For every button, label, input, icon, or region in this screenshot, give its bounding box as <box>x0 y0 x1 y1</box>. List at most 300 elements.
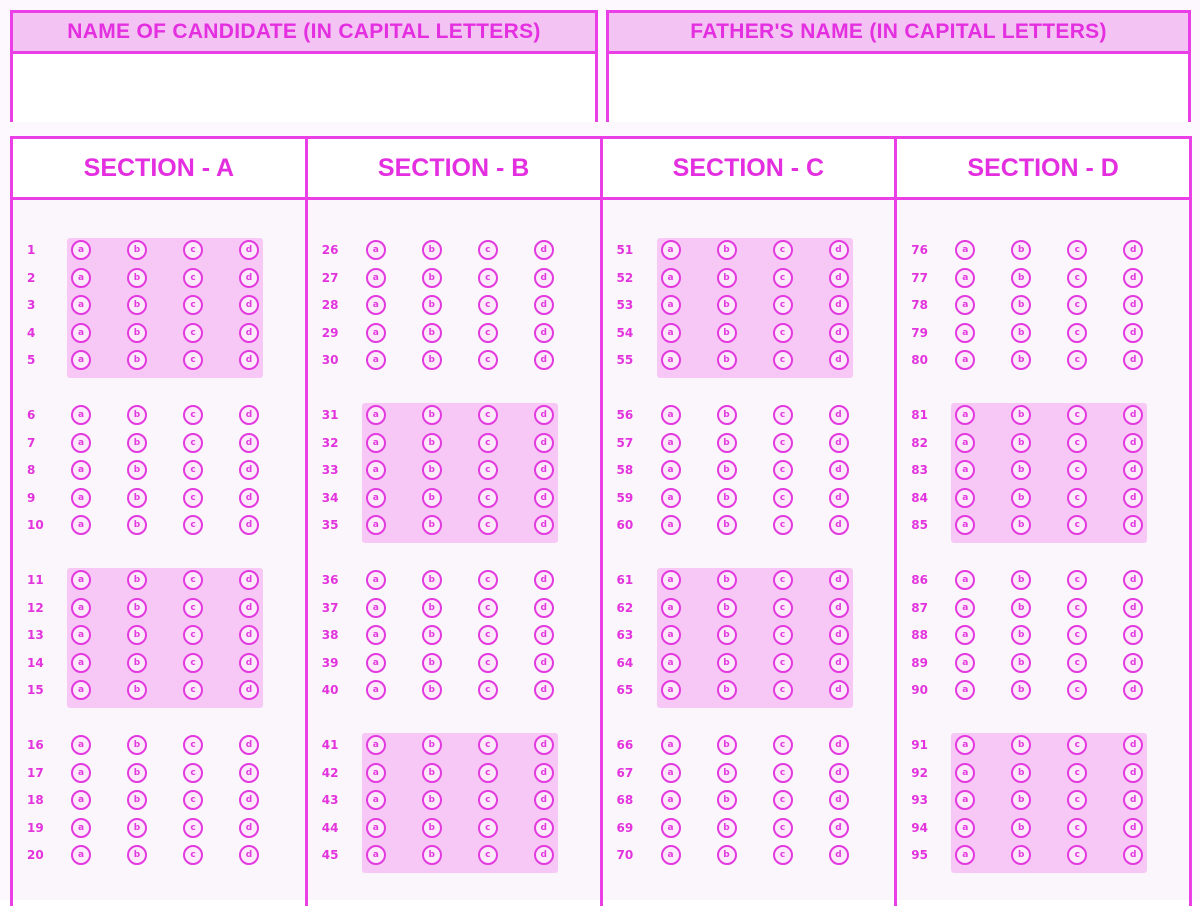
answer-bubble-a[interactable]: a <box>366 790 386 810</box>
answer-bubble-b[interactable]: b <box>1011 350 1031 370</box>
answer-bubble-a[interactable]: a <box>366 405 386 425</box>
answer-bubble-d[interactable]: d <box>534 488 554 508</box>
answer-bubble-a[interactable]: a <box>955 680 975 700</box>
answer-bubble-c[interactable]: c <box>1067 680 1087 700</box>
answer-bubble-d[interactable]: d <box>239 735 259 755</box>
answer-bubble-a[interactable]: a <box>71 845 91 865</box>
answer-bubble-d[interactable]: d <box>239 625 259 645</box>
answer-bubble-c[interactable]: c <box>1067 433 1087 453</box>
answer-bubble-c[interactable]: c <box>183 818 203 838</box>
answer-bubble-b[interactable]: b <box>127 350 147 370</box>
answer-bubble-c[interactable]: c <box>773 460 793 480</box>
answer-bubble-a[interactable]: a <box>366 240 386 260</box>
answer-bubble-b[interactable]: b <box>1011 680 1031 700</box>
answer-bubble-c[interactable]: c <box>1067 735 1087 755</box>
answer-bubble-a[interactable]: a <box>955 845 975 865</box>
answer-bubble-c[interactable]: c <box>773 240 793 260</box>
answer-bubble-b[interactable]: b <box>422 295 442 315</box>
answer-bubble-a[interactable]: a <box>71 488 91 508</box>
answer-bubble-c[interactable]: c <box>1067 790 1087 810</box>
answer-bubble-b[interactable]: b <box>127 845 147 865</box>
answer-bubble-d[interactable]: d <box>829 735 849 755</box>
answer-bubble-c[interactable]: c <box>183 515 203 535</box>
answer-bubble-d[interactable]: d <box>1123 488 1143 508</box>
answer-bubble-d[interactable]: d <box>534 460 554 480</box>
answer-bubble-a[interactable]: a <box>366 570 386 590</box>
answer-bubble-a[interactable]: a <box>366 323 386 343</box>
answer-bubble-b[interactable]: b <box>127 433 147 453</box>
answer-bubble-d[interactable]: d <box>534 323 554 343</box>
answer-bubble-c[interactable]: c <box>478 570 498 590</box>
answer-bubble-d[interactable]: d <box>829 488 849 508</box>
answer-bubble-b[interactable]: b <box>422 625 442 645</box>
answer-bubble-a[interactable]: a <box>955 818 975 838</box>
answer-bubble-a[interactable]: a <box>955 433 975 453</box>
answer-bubble-a[interactable]: a <box>71 515 91 535</box>
answer-bubble-b[interactable]: b <box>1011 818 1031 838</box>
answer-bubble-b[interactable]: b <box>717 680 737 700</box>
answer-bubble-a[interactable]: a <box>366 268 386 288</box>
answer-bubble-a[interactable]: a <box>661 845 681 865</box>
answer-bubble-b[interactable]: b <box>127 323 147 343</box>
answer-bubble-b[interactable]: b <box>1011 735 1031 755</box>
answer-bubble-a[interactable]: a <box>366 845 386 865</box>
answer-bubble-b[interactable]: b <box>1011 323 1031 343</box>
answer-bubble-d[interactable]: d <box>829 790 849 810</box>
answer-bubble-a[interactable]: a <box>71 598 91 618</box>
answer-bubble-d[interactable]: d <box>239 240 259 260</box>
answer-bubble-c[interactable]: c <box>773 625 793 645</box>
answer-bubble-c[interactable]: c <box>1067 405 1087 425</box>
answer-bubble-c[interactable]: c <box>1067 818 1087 838</box>
answer-bubble-a[interactable]: a <box>955 790 975 810</box>
answer-bubble-b[interactable]: b <box>1011 295 1031 315</box>
answer-bubble-d[interactable]: d <box>239 295 259 315</box>
answer-bubble-d[interactable]: d <box>534 763 554 783</box>
answer-bubble-a[interactable]: a <box>661 268 681 288</box>
answer-bubble-d[interactable]: d <box>239 818 259 838</box>
answer-bubble-b[interactable]: b <box>717 625 737 645</box>
answer-bubble-b[interactable]: b <box>717 570 737 590</box>
answer-bubble-c[interactable]: c <box>1067 240 1087 260</box>
answer-bubble-d[interactable]: d <box>829 350 849 370</box>
answer-bubble-b[interactable]: b <box>1011 845 1031 865</box>
answer-bubble-b[interactable]: b <box>422 488 442 508</box>
answer-bubble-c[interactable]: c <box>478 625 498 645</box>
answer-bubble-a[interactable]: a <box>366 488 386 508</box>
answer-bubble-b[interactable]: b <box>422 405 442 425</box>
answer-bubble-b[interactable]: b <box>127 818 147 838</box>
answer-bubble-b[interactable]: b <box>1011 515 1031 535</box>
answer-bubble-a[interactable]: a <box>366 653 386 673</box>
answer-bubble-a[interactable]: a <box>71 680 91 700</box>
answer-bubble-a[interactable]: a <box>366 433 386 453</box>
father-name-field[interactable] <box>609 54 1188 122</box>
answer-bubble-d[interactable]: d <box>534 405 554 425</box>
answer-bubble-c[interactable]: c <box>478 268 498 288</box>
answer-bubble-d[interactable]: d <box>534 625 554 645</box>
answer-bubble-c[interactable]: c <box>183 735 203 755</box>
answer-bubble-a[interactable]: a <box>661 763 681 783</box>
answer-bubble-d[interactable]: d <box>239 323 259 343</box>
answer-bubble-c[interactable]: c <box>1067 515 1087 535</box>
answer-bubble-b[interactable]: b <box>422 323 442 343</box>
answer-bubble-b[interactable]: b <box>127 735 147 755</box>
answer-bubble-a[interactable]: a <box>661 515 681 535</box>
answer-bubble-a[interactable]: a <box>661 460 681 480</box>
answer-bubble-b[interactable]: b <box>1011 405 1031 425</box>
answer-bubble-c[interactable]: c <box>773 845 793 865</box>
answer-bubble-a[interactable]: a <box>366 818 386 838</box>
answer-bubble-d[interactable]: d <box>239 845 259 865</box>
answer-bubble-d[interactable]: d <box>534 350 554 370</box>
answer-bubble-a[interactable]: a <box>955 268 975 288</box>
answer-bubble-b[interactable]: b <box>127 680 147 700</box>
answer-bubble-d[interactable]: d <box>829 295 849 315</box>
answer-bubble-b[interactable]: b <box>717 845 737 865</box>
answer-bubble-b[interactable]: b <box>717 818 737 838</box>
answer-bubble-c[interactable]: c <box>183 598 203 618</box>
answer-bubble-d[interactable]: d <box>829 570 849 590</box>
answer-bubble-d[interactable]: d <box>1123 653 1143 673</box>
answer-bubble-a[interactable]: a <box>71 268 91 288</box>
answer-bubble-d[interactable]: d <box>239 653 259 673</box>
answer-bubble-c[interactable]: c <box>478 818 498 838</box>
answer-bubble-b[interactable]: b <box>127 405 147 425</box>
answer-bubble-d[interactable]: d <box>829 845 849 865</box>
answer-bubble-d[interactable]: d <box>239 488 259 508</box>
answer-bubble-d[interactable]: d <box>829 405 849 425</box>
answer-bubble-c[interactable]: c <box>478 763 498 783</box>
answer-bubble-a[interactable]: a <box>366 763 386 783</box>
answer-bubble-a[interactable]: a <box>661 790 681 810</box>
answer-bubble-c[interactable]: c <box>183 433 203 453</box>
answer-bubble-a[interactable]: a <box>661 405 681 425</box>
answer-bubble-a[interactable]: a <box>661 350 681 370</box>
answer-bubble-b[interactable]: b <box>717 295 737 315</box>
answer-bubble-c[interactable]: c <box>773 790 793 810</box>
answer-bubble-a[interactable]: a <box>955 405 975 425</box>
answer-bubble-d[interactable]: d <box>239 790 259 810</box>
answer-bubble-a[interactable]: a <box>71 790 91 810</box>
answer-bubble-c[interactable]: c <box>1067 295 1087 315</box>
answer-bubble-c[interactable]: c <box>1067 763 1087 783</box>
answer-bubble-b[interactable]: b <box>127 295 147 315</box>
answer-bubble-c[interactable]: c <box>773 515 793 535</box>
candidate-name-field[interactable] <box>13 54 595 122</box>
answer-bubble-a[interactable]: a <box>366 625 386 645</box>
answer-bubble-c[interactable]: c <box>183 268 203 288</box>
answer-bubble-a[interactable]: a <box>955 515 975 535</box>
answer-bubble-d[interactable]: d <box>239 268 259 288</box>
answer-bubble-c[interactable]: c <box>183 240 203 260</box>
answer-bubble-d[interactable]: d <box>1123 268 1143 288</box>
answer-bubble-d[interactable]: d <box>1123 323 1143 343</box>
answer-bubble-c[interactable]: c <box>183 488 203 508</box>
answer-bubble-d[interactable]: d <box>534 570 554 590</box>
answer-bubble-a[interactable]: a <box>661 433 681 453</box>
answer-bubble-b[interactable]: b <box>127 763 147 783</box>
answer-bubble-d[interactable]: d <box>1123 763 1143 783</box>
answer-bubble-a[interactable]: a <box>661 323 681 343</box>
answer-bubble-c[interactable]: c <box>183 845 203 865</box>
answer-bubble-b[interactable]: b <box>1011 488 1031 508</box>
answer-bubble-a[interactable]: a <box>71 433 91 453</box>
answer-bubble-a[interactable]: a <box>71 323 91 343</box>
answer-bubble-b[interactable]: b <box>717 323 737 343</box>
answer-bubble-c[interactable]: c <box>478 790 498 810</box>
answer-bubble-c[interactable]: c <box>478 598 498 618</box>
answer-bubble-b[interactable]: b <box>422 570 442 590</box>
answer-bubble-b[interactable]: b <box>1011 460 1031 480</box>
answer-bubble-d[interactable]: d <box>534 680 554 700</box>
answer-bubble-d[interactable]: d <box>1123 570 1143 590</box>
answer-bubble-a[interactable]: a <box>661 735 681 755</box>
answer-bubble-c[interactable]: c <box>478 680 498 700</box>
answer-bubble-d[interactable]: d <box>534 433 554 453</box>
answer-bubble-a[interactable]: a <box>71 570 91 590</box>
answer-bubble-c[interactable]: c <box>773 268 793 288</box>
answer-bubble-c[interactable]: c <box>478 488 498 508</box>
answer-bubble-b[interactable]: b <box>1011 763 1031 783</box>
answer-bubble-c[interactable]: c <box>773 295 793 315</box>
answer-bubble-d[interactable]: d <box>534 268 554 288</box>
answer-bubble-a[interactable]: a <box>366 515 386 535</box>
answer-bubble-c[interactable]: c <box>1067 488 1087 508</box>
answer-bubble-d[interactable]: d <box>1123 240 1143 260</box>
answer-bubble-d[interactable]: d <box>534 845 554 865</box>
answer-bubble-c[interactable]: c <box>773 323 793 343</box>
answer-bubble-b[interactable]: b <box>717 598 737 618</box>
answer-bubble-b[interactable]: b <box>1011 268 1031 288</box>
answer-bubble-a[interactable]: a <box>366 460 386 480</box>
answer-bubble-b[interactable]: b <box>1011 625 1031 645</box>
answer-bubble-c[interactable]: c <box>478 515 498 535</box>
answer-bubble-d[interactable]: d <box>239 680 259 700</box>
answer-bubble-b[interactable]: b <box>127 625 147 645</box>
answer-bubble-c[interactable]: c <box>183 570 203 590</box>
answer-bubble-b[interactable]: b <box>422 818 442 838</box>
answer-bubble-a[interactable]: a <box>955 460 975 480</box>
answer-bubble-c[interactable]: c <box>1067 268 1087 288</box>
answer-bubble-b[interactable]: b <box>127 240 147 260</box>
answer-bubble-c[interactable]: c <box>773 433 793 453</box>
answer-bubble-c[interactable]: c <box>1067 570 1087 590</box>
answer-bubble-c[interactable]: c <box>183 790 203 810</box>
answer-bubble-d[interactable]: d <box>534 818 554 838</box>
answer-bubble-d[interactable]: d <box>1123 405 1143 425</box>
answer-bubble-b[interactable]: b <box>1011 598 1031 618</box>
answer-bubble-d[interactable]: d <box>829 653 849 673</box>
answer-bubble-c[interactable]: c <box>478 845 498 865</box>
answer-bubble-d[interactable]: d <box>829 515 849 535</box>
answer-bubble-a[interactable]: a <box>955 570 975 590</box>
answer-bubble-a[interactable]: a <box>71 405 91 425</box>
answer-bubble-c[interactable]: c <box>478 240 498 260</box>
answer-bubble-a[interactable]: a <box>661 818 681 838</box>
answer-bubble-c[interactable]: c <box>183 405 203 425</box>
answer-bubble-c[interactable]: c <box>478 295 498 315</box>
answer-bubble-a[interactable]: a <box>955 240 975 260</box>
answer-bubble-d[interactable]: d <box>534 240 554 260</box>
answer-bubble-d[interactable]: d <box>534 295 554 315</box>
answer-bubble-c[interactable]: c <box>183 653 203 673</box>
answer-bubble-a[interactable]: a <box>955 295 975 315</box>
answer-bubble-d[interactable]: d <box>239 350 259 370</box>
answer-bubble-b[interactable]: b <box>127 790 147 810</box>
answer-bubble-c[interactable]: c <box>478 460 498 480</box>
answer-bubble-b[interactable]: b <box>127 268 147 288</box>
answer-bubble-c[interactable]: c <box>183 460 203 480</box>
answer-bubble-d[interactable]: d <box>534 735 554 755</box>
answer-bubble-c[interactable]: c <box>773 680 793 700</box>
answer-bubble-a[interactable]: a <box>661 598 681 618</box>
answer-bubble-d[interactable]: d <box>239 763 259 783</box>
answer-bubble-b[interactable]: b <box>717 653 737 673</box>
answer-bubble-c[interactable]: c <box>773 570 793 590</box>
answer-bubble-a[interactable]: a <box>71 653 91 673</box>
answer-bubble-a[interactable]: a <box>366 350 386 370</box>
answer-bubble-c[interactable]: c <box>1067 845 1087 865</box>
answer-bubble-c[interactable]: c <box>478 735 498 755</box>
answer-bubble-c[interactable]: c <box>183 350 203 370</box>
answer-bubble-b[interactable]: b <box>422 680 442 700</box>
answer-bubble-b[interactable]: b <box>127 598 147 618</box>
answer-bubble-d[interactable]: d <box>534 515 554 535</box>
answer-bubble-d[interactable]: d <box>1123 818 1143 838</box>
answer-bubble-d[interactable]: d <box>829 625 849 645</box>
answer-bubble-d[interactable]: d <box>1123 460 1143 480</box>
answer-bubble-c[interactable]: c <box>183 323 203 343</box>
answer-bubble-d[interactable]: d <box>534 653 554 673</box>
answer-bubble-b[interactable]: b <box>422 763 442 783</box>
answer-bubble-c[interactable]: c <box>478 433 498 453</box>
answer-bubble-d[interactable]: d <box>239 433 259 453</box>
answer-bubble-d[interactable]: d <box>829 818 849 838</box>
answer-bubble-c[interactable]: c <box>478 405 498 425</box>
answer-bubble-b[interactable]: b <box>717 268 737 288</box>
answer-bubble-d[interactable]: d <box>239 405 259 425</box>
answer-bubble-a[interactable]: a <box>366 598 386 618</box>
answer-bubble-d[interactable]: d <box>1123 735 1143 755</box>
answer-bubble-d[interactable]: d <box>1123 790 1143 810</box>
answer-bubble-b[interactable]: b <box>717 488 737 508</box>
answer-bubble-a[interactable]: a <box>71 295 91 315</box>
answer-bubble-a[interactable]: a <box>955 323 975 343</box>
answer-bubble-a[interactable]: a <box>661 240 681 260</box>
answer-bubble-b[interactable]: b <box>717 515 737 535</box>
answer-bubble-d[interactable]: d <box>1123 350 1143 370</box>
answer-bubble-c[interactable]: c <box>773 653 793 673</box>
answer-bubble-a[interactable]: a <box>661 625 681 645</box>
answer-bubble-c[interactable]: c <box>1067 323 1087 343</box>
answer-bubble-b[interactable]: b <box>422 240 442 260</box>
answer-bubble-d[interactable]: d <box>1123 515 1143 535</box>
answer-bubble-b[interactable]: b <box>717 350 737 370</box>
answer-bubble-a[interactable]: a <box>661 570 681 590</box>
answer-bubble-b[interactable]: b <box>1011 790 1031 810</box>
answer-bubble-b[interactable]: b <box>422 350 442 370</box>
answer-bubble-b[interactable]: b <box>127 460 147 480</box>
answer-bubble-b[interactable]: b <box>127 488 147 508</box>
answer-bubble-b[interactable]: b <box>717 433 737 453</box>
answer-bubble-d[interactable]: d <box>239 515 259 535</box>
answer-bubble-a[interactable]: a <box>955 763 975 783</box>
answer-bubble-d[interactable]: d <box>1123 625 1143 645</box>
answer-bubble-c[interactable]: c <box>183 295 203 315</box>
answer-bubble-c[interactable]: c <box>773 735 793 755</box>
answer-bubble-b[interactable]: b <box>422 845 442 865</box>
answer-bubble-b[interactable]: b <box>422 268 442 288</box>
answer-bubble-c[interactable]: c <box>773 405 793 425</box>
answer-bubble-d[interactable]: d <box>829 268 849 288</box>
answer-bubble-a[interactable]: a <box>366 295 386 315</box>
answer-bubble-c[interactable]: c <box>773 818 793 838</box>
answer-bubble-a[interactable]: a <box>71 240 91 260</box>
answer-bubble-d[interactable]: d <box>829 323 849 343</box>
answer-bubble-d[interactable]: d <box>829 763 849 783</box>
answer-bubble-d[interactable]: d <box>829 598 849 618</box>
answer-bubble-d[interactable]: d <box>1123 295 1143 315</box>
answer-bubble-a[interactable]: a <box>71 763 91 783</box>
answer-bubble-b[interactable]: b <box>717 763 737 783</box>
answer-bubble-c[interactable]: c <box>183 763 203 783</box>
answer-bubble-c[interactable]: c <box>1067 653 1087 673</box>
answer-bubble-a[interactable]: a <box>955 488 975 508</box>
answer-bubble-b[interactable]: b <box>422 790 442 810</box>
answer-bubble-a[interactable]: a <box>955 735 975 755</box>
answer-bubble-d[interactable]: d <box>1123 680 1143 700</box>
answer-bubble-b[interactable]: b <box>127 515 147 535</box>
answer-bubble-d[interactable]: d <box>1123 433 1143 453</box>
answer-bubble-d[interactable]: d <box>829 680 849 700</box>
answer-bubble-b[interactable]: b <box>127 653 147 673</box>
answer-bubble-a[interactable]: a <box>661 488 681 508</box>
answer-bubble-a[interactable]: a <box>955 625 975 645</box>
answer-bubble-a[interactable]: a <box>71 460 91 480</box>
answer-bubble-b[interactable]: b <box>717 460 737 480</box>
answer-bubble-c[interactable]: c <box>183 625 203 645</box>
answer-bubble-d[interactable]: d <box>534 790 554 810</box>
answer-bubble-a[interactable]: a <box>366 680 386 700</box>
answer-bubble-b[interactable]: b <box>1011 240 1031 260</box>
answer-bubble-b[interactable]: b <box>717 405 737 425</box>
answer-bubble-b[interactable]: b <box>422 653 442 673</box>
answer-bubble-b[interactable]: b <box>422 460 442 480</box>
answer-bubble-b[interactable]: b <box>1011 653 1031 673</box>
answer-bubble-c[interactable]: c <box>773 763 793 783</box>
answer-bubble-b[interactable]: b <box>422 515 442 535</box>
answer-bubble-d[interactable]: d <box>239 598 259 618</box>
answer-bubble-a[interactable]: a <box>661 653 681 673</box>
answer-bubble-d[interactable]: d <box>534 598 554 618</box>
answer-bubble-c[interactable]: c <box>1067 598 1087 618</box>
answer-bubble-a[interactable]: a <box>71 735 91 755</box>
answer-bubble-a[interactable]: a <box>955 598 975 618</box>
answer-bubble-a[interactable]: a <box>661 295 681 315</box>
answer-bubble-c[interactable]: c <box>773 598 793 618</box>
answer-bubble-c[interactable]: c <box>478 323 498 343</box>
answer-bubble-b[interactable]: b <box>127 570 147 590</box>
answer-bubble-c[interactable]: c <box>1067 625 1087 645</box>
answer-bubble-d[interactable]: d <box>829 433 849 453</box>
answer-bubble-b[interactable]: b <box>717 735 737 755</box>
answer-bubble-c[interactable]: c <box>773 350 793 370</box>
answer-bubble-b[interactable]: b <box>1011 570 1031 590</box>
answer-bubble-b[interactable]: b <box>717 790 737 810</box>
answer-bubble-a[interactable]: a <box>366 735 386 755</box>
answer-bubble-c[interactable]: c <box>1067 350 1087 370</box>
